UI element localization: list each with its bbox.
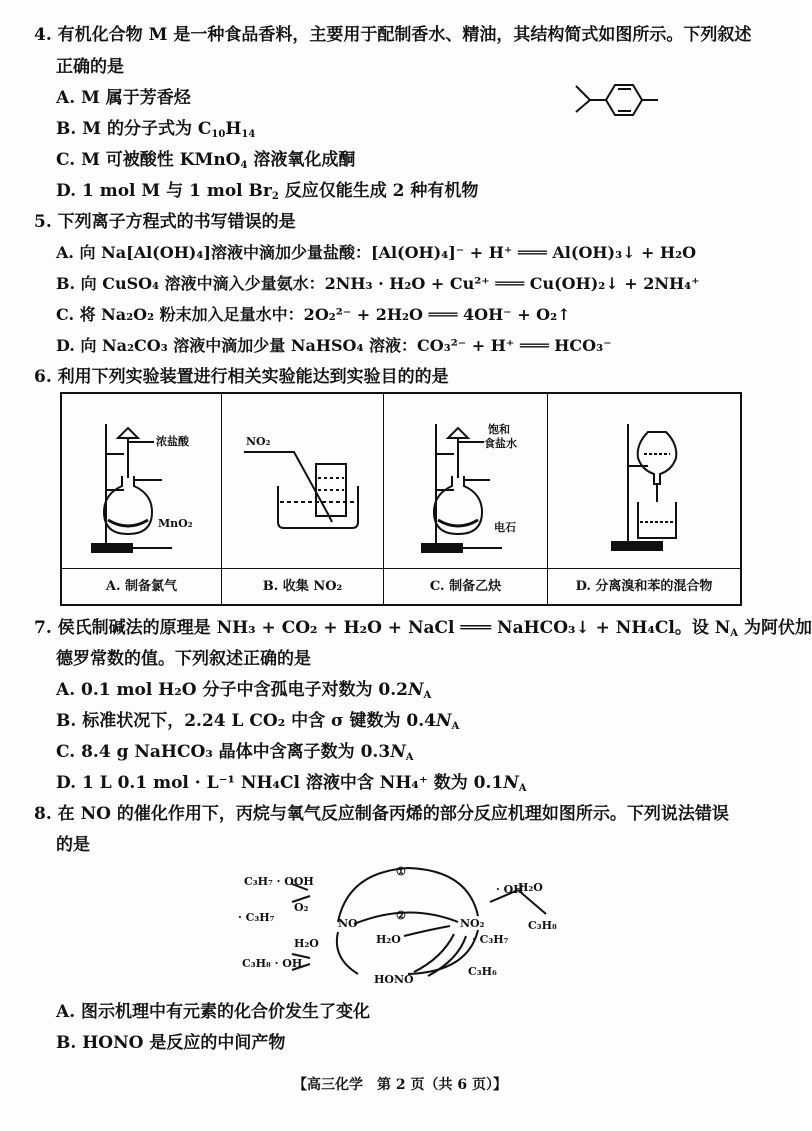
q5-option-d: D. 向 Na₂CO₃ 溶液中滴加少量 NaHSO₄ 溶液：CO₃²⁻ + H⁺ ═══ HCO₃⁻: [56, 336, 612, 355]
m-c3h8-right: C₃H₈: [528, 919, 557, 932]
caption-a: A. 制备氯气: [62, 568, 222, 604]
caption-c: C. 制备乙炔: [384, 568, 548, 604]
q7-b-na: N: [435, 711, 452, 731]
q7-option-c: [56, 741, 414, 763]
q5-option-b: B. 向 CuSO₄ 溶液中滴入少量氨水：2NH₃ · H₂O + Cu²⁺ ═══ Cu(OH)₂↓ + 2NH₄⁺: [56, 274, 700, 293]
q7-a-na-sub: A: [423, 690, 432, 701]
q7-stem-text: 7. 侯氏制碱法的原理是 NH₃ + CO₂ + H₂O + NaCl ═══ NaHCO₃↓ + NH₄Cl。设 N: [34, 618, 731, 638]
q7-b-na-sub: A: [451, 721, 460, 732]
label-brine-2: 食盐水: [484, 437, 517, 450]
label-mno2: MnO₂: [158, 517, 193, 530]
apparatus-table: [60, 392, 742, 606]
m-o2: O₂: [294, 901, 309, 914]
q5-stem: 5. 下列离子方程式的书写错误的是: [34, 212, 296, 232]
q7-c-na-sub: A: [405, 752, 414, 763]
m-c3h7-ooh: C₃H₇ · OOH: [244, 875, 314, 888]
q4-d-text: D. 1 mol M 与 1 mol Br: [56, 181, 272, 201]
label-brine-1: 饱和: [488, 423, 510, 436]
q5-option-c: C. 将 Na₂O₂ 粉末加入足量水中：2O₂²⁻ + 2H₂O ═══ 4OH⁻ + O₂↑: [56, 305, 571, 324]
q8-option-a: A. 图示机理中有元素的化合价发生了变化: [56, 1002, 371, 1022]
q7-option-d: [56, 772, 527, 794]
label-conc-hcl: 浓盐酸: [156, 435, 189, 448]
q4-option-d: [56, 180, 478, 202]
label-no2: NO₂: [246, 435, 271, 448]
q4-c-sub: 4: [240, 160, 248, 171]
q8-option-b: B. HONO 是反应的中间产物: [56, 1033, 286, 1053]
label-carbide: 电石: [494, 521, 516, 534]
q4-b-sub2: 14: [241, 129, 256, 140]
m-c3h7: · C₃H₇: [472, 933, 509, 946]
q4-c-text: C. M 可被酸性 KMnO: [56, 150, 241, 170]
q7-c-na: N: [390, 742, 406, 762]
q4-stem-line2: 正确的是: [56, 57, 124, 77]
m-circle-2: ②: [396, 909, 406, 922]
q7-stem-line1: [34, 617, 812, 639]
page-footer: 【高三化学 第 2 页（共 6 页）】: [293, 1077, 507, 1093]
q4-b-text: B. M 的分子式为 C: [56, 119, 212, 139]
no2-collection-drawing: [222, 394, 384, 568]
q4-b-mid: H: [225, 119, 242, 139]
q7-b-text: B. 标准状况下，2.24 L CO₂ 中含 σ 键数为 0.4: [56, 711, 436, 731]
q7-c-text: C. 8.4 g NaHCO₃ 晶体中含离子数为 0.3: [56, 742, 391, 762]
q4-b-sub1: 10: [211, 129, 226, 140]
q4-stem-line1: 4. 有机化合物 M 是一种食品香料，主要用于配制香水、精油，其结构简式如图所示。下列叙述: [34, 25, 752, 45]
q4-option-a: A. M 属于芳香烃: [56, 88, 191, 108]
m-h2o-left: H₂O: [294, 937, 319, 950]
apparatus-c: [384, 394, 548, 568]
caption-b: B. 收集 NO₂: [222, 568, 384, 604]
q4-option-c: [56, 149, 355, 171]
m-c3h7-radical: · C₃H₇: [238, 911, 275, 924]
m-circle-1: ①: [396, 865, 406, 878]
q7-d-na: N: [503, 773, 519, 793]
q7-a-na: N: [407, 680, 424, 700]
m-oh: · OH: [496, 883, 524, 896]
q4-d-post: 反应仅能生成 2 种有机物: [278, 181, 479, 201]
q6-stem: 6. 利用下列实验装置进行相关实验能达到实验目的的是: [34, 367, 449, 387]
caption-d: D. 分离溴和苯的混合物: [548, 568, 740, 604]
q4-d-sub: 2: [271, 191, 279, 202]
m-no: NO: [338, 917, 358, 930]
m-c3h8-oh: C₃H₈ · OH: [242, 957, 303, 970]
m-h2o-right: H₂O: [518, 881, 543, 894]
m-no2: NO₂: [460, 917, 485, 930]
q8-stem-line2: 的是: [56, 835, 90, 855]
q7-stem-post: 为阿伏加: [738, 618, 812, 638]
q4-c-post: 溶液氧化成酮: [247, 150, 356, 170]
apparatus-b: [222, 394, 384, 568]
q7-d-text: D. 1 L 0.1 mol · L⁻¹ NH₄Cl 溶液中含 NH₄⁺ 数为 0.1: [56, 773, 504, 793]
molecule-m-structure: [572, 74, 662, 124]
q7-option-a: [56, 679, 431, 701]
apparatus-a: [62, 394, 222, 568]
q7-stem-line2: 德罗常数的值。下列叙述正确的是: [56, 649, 311, 669]
q5-option-a: A. 向 Na[Al(OH)₄]溶液中滴加少量盐酸：[Al(OH)₄]⁻ + H⁺ ═══ Al(OH)₃↓ + H₂O: [56, 243, 697, 262]
q7-d-na-sub: A: [518, 783, 527, 794]
m-hono: HONO: [374, 973, 414, 986]
q4-option-b: [56, 118, 255, 140]
apparatus-d: [548, 394, 740, 568]
q7-option-b: [56, 710, 459, 732]
q8-stem-line1: 8. 在 NO 的催化作用下，丙烷与氧气反应制备丙烯的部分反应机理如图所示。下列说法错误: [34, 804, 729, 824]
acetylene-generator-drawing: [384, 394, 548, 568]
reaction-mechanism-diagram: [228, 862, 588, 997]
chlorine-generator-drawing: [62, 394, 222, 568]
q7-a-text: A. 0.1 mol H₂O 分子中含孤电子对数为 0.2: [56, 680, 408, 700]
q7-stem-sub: A: [730, 628, 739, 639]
m-c3h6: C₃H₆: [468, 965, 497, 978]
m-h2o-mid: H₂O: [376, 933, 401, 946]
separatory-funnel-drawing: [548, 394, 740, 568]
